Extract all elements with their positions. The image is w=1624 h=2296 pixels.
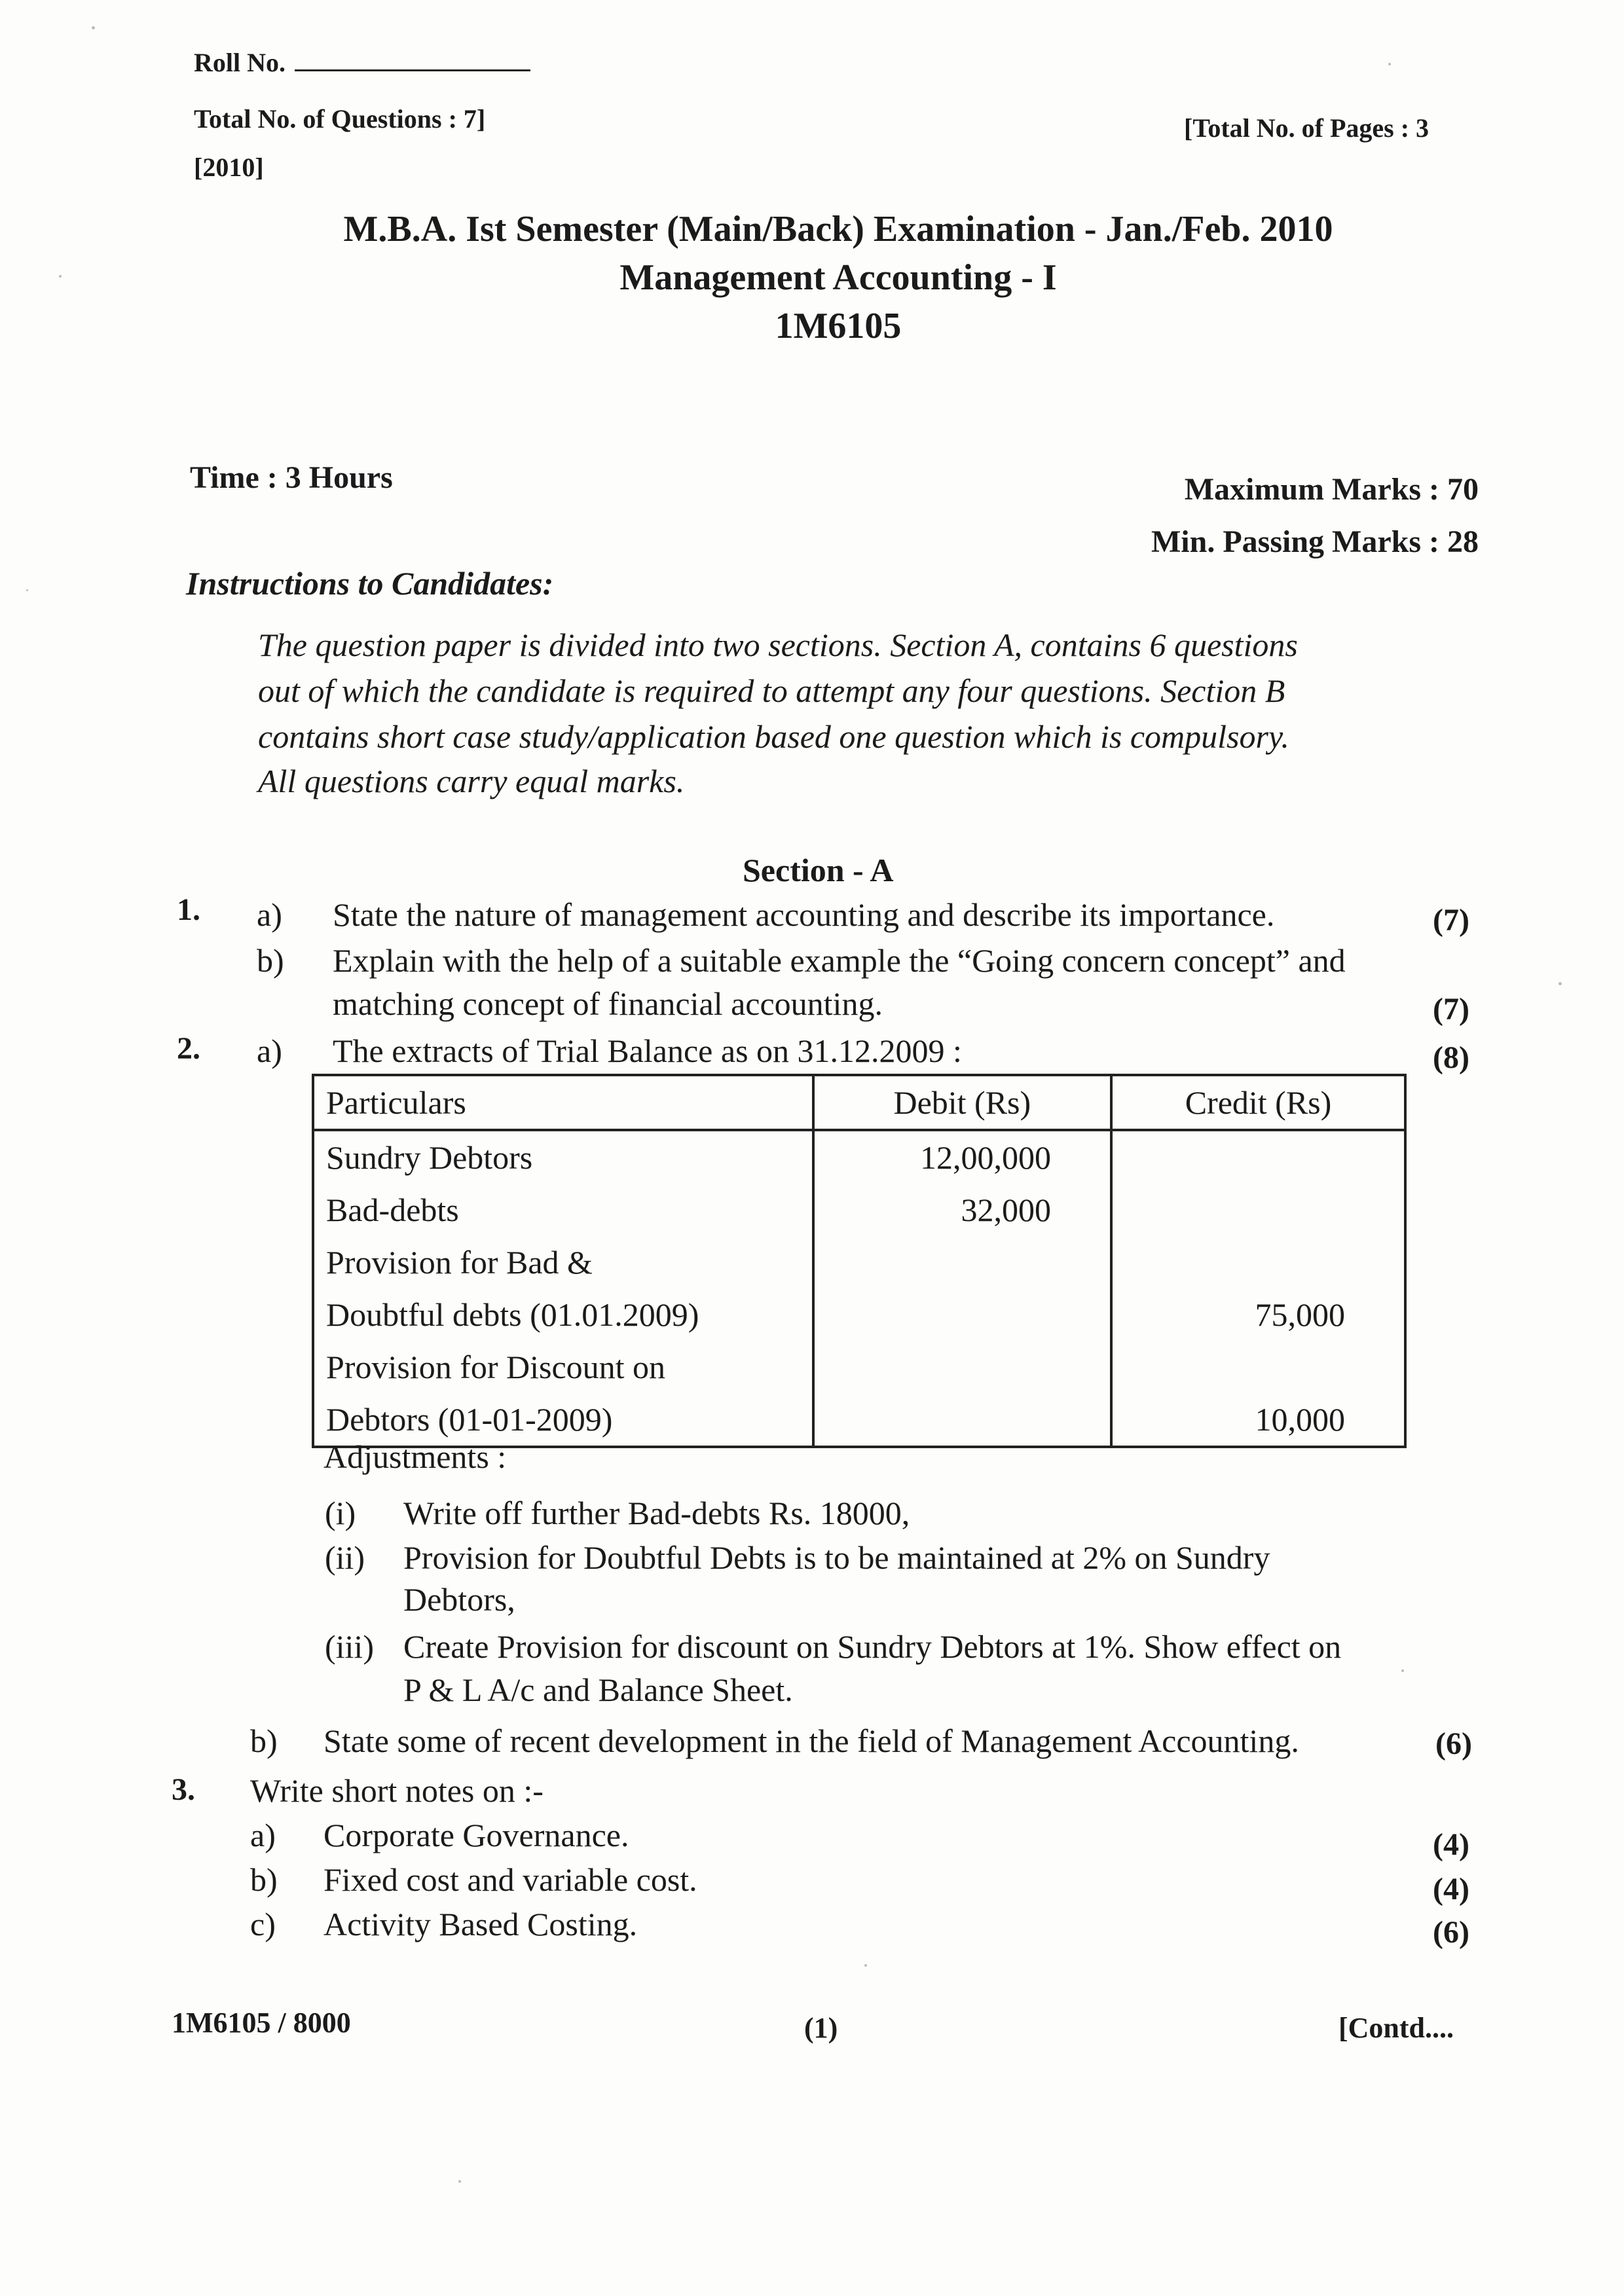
adjustment-text: Provision for Doubtful Debts is to be maintained at 2% on Sundry (403, 1539, 1270, 1576)
scan-speck (92, 26, 95, 29)
table-cell: Doubtful debts (01.01.2009) (313, 1288, 813, 1341)
question-marks: (4) (1433, 1827, 1469, 1862)
scan-speck (59, 275, 62, 278)
adjustment-text: Create Provision for discount on Sundry Debtors at 1%. Show effect on (403, 1628, 1342, 1665)
scan-speck (1559, 982, 1562, 985)
table-cell: Provision for Discount on (313, 1341, 813, 1393)
table-cell (813, 1288, 1111, 1341)
table-cell (813, 1393, 1111, 1447)
adjustment-text: Write off further Bad-debts Rs. 18000, (403, 1495, 910, 1531)
adjustments-label: Adjustments : (323, 1438, 507, 1475)
min-passing-marks: Min. Passing Marks : 28 (1151, 524, 1479, 559)
scan-speck (1388, 63, 1391, 65)
table-cell (1111, 1184, 1405, 1236)
instructions-line: All questions carry equal marks. (258, 763, 685, 799)
table-cell: 75,000 (1111, 1288, 1405, 1341)
footer-code: 1M6105 / 8000 (172, 2007, 351, 2039)
instructions-line: contains short case study/application based one question which is compulsory. (258, 718, 1289, 755)
question-text: The extracts of Trial Balance as on 31.12.2009 : (333, 1032, 962, 1069)
sub-question-label: a) (257, 1032, 282, 1069)
table-row (313, 1236, 1405, 1288)
adjustment-label: (ii) (325, 1539, 365, 1576)
roll-no-label: Roll No. (194, 48, 286, 77)
table-cell (1111, 1130, 1405, 1184)
question-number: 3. (172, 1772, 195, 1807)
exam-title: M.B.A. Ist Semester (Main/Back) Examination - Jan./Feb. 2010 (343, 209, 1333, 249)
section-a-heading: Section - A (743, 852, 894, 888)
question-text: Activity Based Costing. (323, 1906, 638, 1942)
question-marks: (7) (1433, 903, 1469, 938)
continued-marker: [Contd.... (1338, 2012, 1454, 2044)
question-text: Write short notes on :- (250, 1772, 544, 1809)
adjustment-label: (iii) (325, 1628, 374, 1665)
table-cell: Debtors (01-01-2009) (313, 1393, 813, 1447)
sub-question-label: a) (250, 1817, 276, 1853)
roll-no (194, 47, 530, 78)
table-cell (813, 1341, 1111, 1393)
scan-speck (26, 589, 28, 591)
table-cell: 12,00,000 (813, 1130, 1111, 1184)
question-number: 2. (177, 1031, 200, 1066)
total-questions: Total No. of Questions : 7] (194, 104, 486, 134)
question-text: State the nature of management accounting and describe its importance. (333, 896, 1275, 933)
table-cell (1111, 1341, 1405, 1393)
table-cell: 10,000 (1111, 1393, 1405, 1447)
question-text: matching concept of financial accounting. (333, 985, 883, 1022)
table-row (313, 1130, 1405, 1184)
sub-question-label: c) (250, 1906, 276, 1942)
total-pages: [Total No. of Pages : 3 (1184, 113, 1430, 143)
roll-no-field[interactable] (295, 50, 530, 71)
exam-year: [2010] (194, 153, 264, 182)
question-number: 1. (177, 892, 200, 927)
scan-speck (864, 1964, 867, 1967)
question-marks: (7) (1433, 992, 1469, 1027)
table-row (313, 1288, 1405, 1341)
table-cell: Sundry Debtors (313, 1130, 813, 1184)
table-header-row (313, 1075, 1405, 1130)
adjustment-label: (i) (325, 1495, 356, 1531)
table-cell (1111, 1236, 1405, 1288)
page-number: (1) (804, 2012, 838, 2044)
table-row (313, 1184, 1405, 1236)
adjustment-text: Debtors, (403, 1581, 515, 1618)
question-marks: (8) (1433, 1040, 1469, 1075)
time-allowed: Time : 3 Hours (190, 460, 393, 495)
question-marks: (6) (1433, 1915, 1469, 1950)
column-header: Debit (Rs) (813, 1075, 1111, 1130)
column-header: Credit (Rs) (1111, 1075, 1405, 1130)
paper-code: 1M6105 (775, 306, 902, 346)
question-text: State some of recent development in the field of Management Accounting. (323, 1722, 1299, 1759)
max-marks: Maximum Marks : 70 (1184, 472, 1479, 507)
sub-question-label: a) (257, 896, 282, 933)
trial-balance-table (312, 1074, 1407, 1448)
question-marks: (6) (1435, 1726, 1472, 1761)
scan-speck (1401, 1669, 1404, 1672)
table-cell: Provision for Bad & (313, 1236, 813, 1288)
sub-question-label: b) (250, 1861, 278, 1898)
question-text: Explain with the help of a suitable example the “Going concern concept” and (333, 942, 1346, 979)
subject-title: Management Accounting - I (619, 257, 1057, 298)
column-header: Particulars (313, 1075, 813, 1130)
sub-question-label: b) (250, 1722, 278, 1759)
scan-speck (458, 2180, 461, 2183)
table-cell: 32,000 (813, 1184, 1111, 1236)
sub-question-label: b) (257, 942, 284, 979)
table-cell (813, 1236, 1111, 1288)
instructions-heading: Instructions to Candidates: (186, 565, 554, 602)
instructions-line: out of which the candidate is required to attempt any four questions. Section B (258, 672, 1285, 709)
table-row (313, 1341, 1405, 1393)
question-text: Fixed cost and variable cost. (323, 1861, 697, 1898)
instructions-line: The question paper is divided into two sections. Section A, contains 6 questions (258, 627, 1298, 663)
question-text: Corporate Governance. (323, 1817, 629, 1853)
question-marks: (4) (1433, 1872, 1469, 1906)
table-cell: Bad-debts (313, 1184, 813, 1236)
adjustment-text: P & L A/c and Balance Sheet. (403, 1671, 793, 1708)
